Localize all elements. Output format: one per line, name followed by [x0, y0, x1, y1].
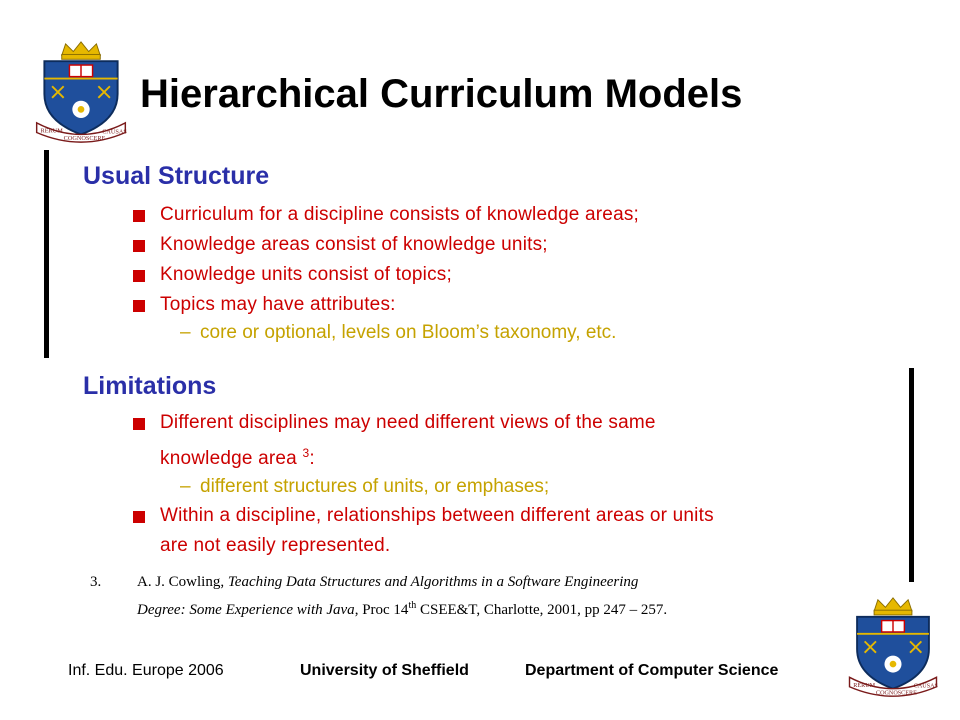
- bullet-text: Knowledge areas consist of knowledge units;: [160, 234, 548, 255]
- left-vertical-bar: [44, 150, 49, 358]
- bullet-text: Knowledge units consist of topics;: [160, 264, 452, 285]
- list-item: [133, 408, 714, 474]
- bullet-text: Topics may have attributes:: [160, 294, 396, 315]
- sub-bullet-text: different structures of units, or emphases;: [200, 476, 550, 497]
- motto-word-causas: CAUSAS: [913, 683, 938, 690]
- bullet-text-end: :: [309, 448, 315, 469]
- crown-icon: [62, 42, 101, 59]
- reference-proceedings-end: CSEE&T, Charlotte, 2001, pp 247 – 257.: [416, 602, 668, 618]
- university-crest-icon: [32, 40, 130, 146]
- reference-title-part1: Teaching Data Structures and Algorithms in a Software Engineering: [227, 574, 639, 590]
- sub-bullet-text: core or optional, levels on Bloom’s taxonomy, etc.: [200, 322, 617, 343]
- slide-title: Hierarchical Curriculum Models: [140, 72, 743, 116]
- section-heading-usual-structure: Usual Structure: [83, 162, 270, 190]
- reference-footnote: [90, 570, 830, 622]
- motto-word-rerum: RERUM: [40, 127, 63, 135]
- shield-icon: [857, 617, 929, 689]
- right-vertical-bar: [909, 368, 914, 582]
- motto-word-cognoscere: COGNOSCERE: [63, 135, 106, 143]
- reference-body: [90, 570, 830, 622]
- motto-word-rerum: RERUM: [853, 682, 876, 689]
- motto-word-cognoscere: COGNOSCERE: [875, 690, 917, 697]
- list-item: [133, 290, 639, 320]
- list-item: [133, 200, 639, 230]
- list-item: [133, 260, 639, 290]
- university-crest-icon: [838, 596, 948, 700]
- motto-word-causas: CAUSAS: [102, 128, 127, 136]
- bullet-text-part: knowledge area: [160, 448, 303, 469]
- reference-superscript: 3: [302, 446, 310, 460]
- sub-list-item: [160, 473, 714, 501]
- reference-number: 3.: [90, 574, 102, 590]
- crown-icon: [874, 598, 912, 615]
- footer-university: University of Sheffield: [300, 662, 469, 679]
- bullet-text-continued: [160, 438, 714, 474]
- reference-author: A. J. Cowling,: [137, 574, 228, 590]
- list-item: [133, 501, 714, 561]
- bullet-text: Curriculum for a discipline consists of knowledge areas;: [160, 204, 640, 225]
- bullet-text-continued: are not easily represented.: [160, 535, 391, 556]
- reference-proceedings: , Proc 14: [354, 602, 409, 618]
- limitations-list: [133, 408, 714, 561]
- list-item: [133, 230, 639, 260]
- sub-list-item: [160, 319, 639, 347]
- usual-structure-list: [133, 200, 639, 347]
- reference-title-part2: Degree: Some Experience with Java: [137, 602, 355, 618]
- footer-event: Inf. Edu. Europe 2006: [68, 662, 224, 679]
- footer-department: Department of Computer Science: [525, 662, 779, 679]
- bullet-text: Different disciplines may need different views of the same: [160, 412, 656, 433]
- section-heading-limitations: Limitations: [83, 372, 217, 400]
- shield-icon: [44, 61, 117, 134]
- bullet-text: Within a discipline, relationships between different areas or units: [160, 505, 714, 526]
- reference-ordinal-superscript: th: [408, 600, 417, 611]
